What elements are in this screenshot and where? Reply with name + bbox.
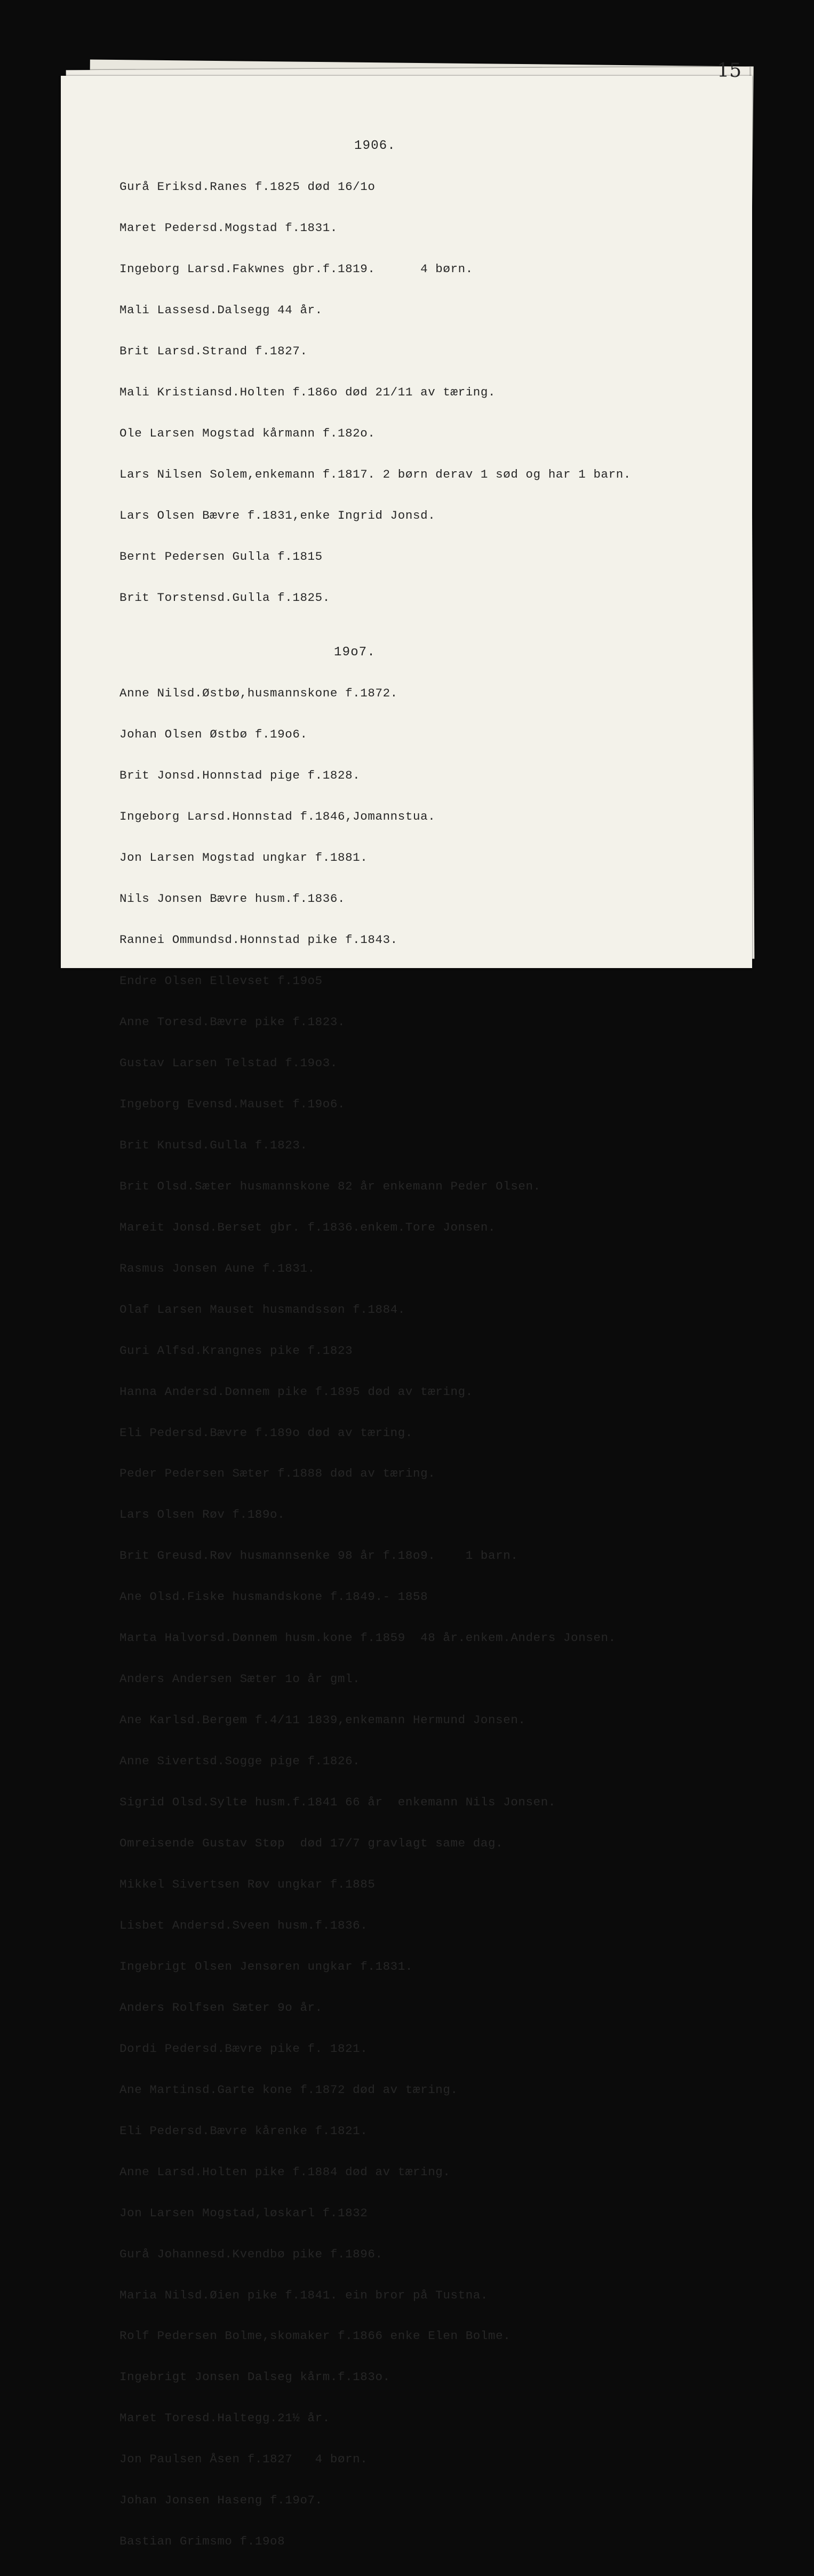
register-entry: Mareit Jonsd.Berset gbr. f.1836.enkem.Tore Jonsen. (119, 1220, 496, 1234)
register-entry: Maret Pedersd.Mogstad f.1831. (119, 221, 338, 235)
register-entry: Anders Rolfsen Sæter 9o år. (119, 2000, 323, 2015)
register-entry: Olaf Larsen Mauset husmandssøn f.1884. (119, 1302, 405, 1317)
register-entry: Gurå Eriksd.Ranes f.1825 død 16/1o (119, 180, 376, 194)
register-entry: Lars Olsen Røv f.189o. (119, 1508, 285, 1522)
register-entry: Guri Alfsd.Krangnes pike f.1823 (119, 1343, 353, 1358)
register-entry: Brit Jonsd.Honnstad pige f.1828. (119, 768, 361, 783)
register-entry: Ingeborg Evensd.Mauset f.19o6. (119, 1097, 346, 1111)
register-entry: Mali Lassesd.Dalsegg 44 år. (119, 303, 323, 318)
register-entry: Anne Larsd.Holten pike f.1884 død av tæring. (119, 2165, 451, 2179)
register-entry: Anne Nilsd.Østbø,husmannskone f.1872. (119, 686, 398, 701)
year-heading: 1906. (354, 139, 396, 154)
register-entry: Maret Toresd.Haltegg.21½ år. (119, 2411, 330, 2426)
register-entry: Ane Olsd.Fiske husmandskone f.1849.- 1858 (119, 1590, 428, 1604)
register-entry: Nils Jonsen Bævre husm.f.1836. (119, 892, 346, 906)
register-entry: Hanna Andersd.Dønnem pike f.1895 død av tæring. (119, 1384, 473, 1399)
register-entry: Marta Halvorsd.Dønnem husm.kone f.1859 48 år.enkem.Anders Jonsen. (119, 1631, 616, 1645)
register-entry: Gustav Larsen Telstad f.19o3. (119, 1056, 338, 1070)
register-entry: Bastian Grimsmo f.19o8 (119, 2534, 285, 2549)
register-entry: Sigrid Olsd.Sylte husm.f.1841 66 år enkemann Nils Jonsen. (119, 1795, 556, 1810)
year-heading: 19o7. (334, 645, 376, 660)
register-entry: Ingebrigt Jonsen Dalseg kårm.f.183o. (119, 2370, 390, 2384)
register-entry: Bernt Pedersen Gulla f.1815 (119, 549, 323, 564)
register-entry: Brit Torstensd.Gulla f.1825. (119, 590, 330, 605)
register-entry: Brit Olsd.Sæter husmannskone 82 år enkemann Peder Olsen. (119, 1179, 541, 1193)
register-entry: Ingeborg Larsd.Honnstad f.1846,Jomannstua. (119, 810, 436, 824)
register-entry: Johan Jonsen Haseng f.19o7. (119, 2493, 323, 2508)
register-entry: Gurå Johannesd.Kvendbø pike f.1896. (119, 2247, 383, 2261)
register-entry: Mali Kristiansd.Holten f.186o død 21/11 av tæring. (119, 385, 496, 400)
register-entry: Brit Larsd.Strand f.1827. (119, 344, 308, 359)
register-entry: Jon Larsen Mogstad,løskarl f.1832 (119, 2206, 368, 2220)
register-entry: Anders Andersen Sæter 1o år gml. (119, 1672, 361, 1686)
register-entry: Ane Karlsd.Bergem f.4/11 1839,enkemann Hermund Jonsen. (119, 1713, 526, 1727)
register-entry: Mikkel Sivertsen Røv ungkar f.1885 (119, 1877, 376, 1891)
register-entry: Ingebrigt Olsen Jensøren ungkar f.1831. (119, 1959, 413, 1973)
register-entry: Lisbet Andersd.Sveen husm.f.1836. (119, 1918, 368, 1932)
document-page (61, 60, 752, 2549)
register-entry: Ingeborg Larsd.Fakwnes gbr.f.1819. 4 børn. (119, 262, 473, 276)
register-entry: Maria Nilsd.Øien pike f.1841. ein bror på Tustna. (119, 2288, 489, 2302)
register-entry: Rannei Ommundsd.Honnstad pike f.1843. (119, 933, 398, 947)
register-entry: Peder Pedersen Sæter f.1888 død av tæring. (119, 1467, 436, 1481)
register-entry: Anne Sivertsd.Sogge pige f.1826. (119, 1754, 361, 1769)
register-entry: Endre Olsen Ellevset f.19o5 (119, 974, 323, 988)
register-entry: Rasmus Jonsen Aune f.1831. (119, 1261, 315, 1275)
register-entry: Anne Toresd.Bævre pike f.1823. (119, 1014, 346, 1029)
register-entry: Jon Paulsen Åsen f.1827 4 børn. (119, 2452, 368, 2467)
register-entry: Omreisende Gustav Støp død 17/7 gravlagt same dag. (119, 1836, 504, 1851)
register-entry: Dordi Pedersd.Bævre pike f. 1821. (119, 2041, 368, 2056)
register-entry: Ole Larsen Mogstad kårmann f.182o. (119, 426, 376, 440)
register-entry: Lars Olsen Bævre f.1831,enke Ingrid Jonsd. (119, 508, 436, 522)
register-entry: Brit Knutsd.Gulla f.1823. (119, 1138, 308, 1152)
register-entry: Brit Greusd.Røv husmannsenke 98 år f.18o9. 1 barn. (119, 1549, 518, 1563)
register-entry: Jon Larsen Mogstad ungkar f.1881. (119, 851, 368, 865)
page-number: 15 (717, 60, 741, 82)
register-entry: Lars Nilsen Solem,enkemann f.1817. 2 børn derav 1 sød og har 1 barn. (119, 467, 631, 481)
register-entry: Eli Pedersd.Bævre kårenke f.1821. (119, 2123, 368, 2138)
register-entry: Johan Olsen Østbø f.19o6. (119, 727, 308, 742)
typed-register (119, 112, 733, 2576)
register-entry: Ane Martinsd.Garte kone f.1872 død av tæring. (119, 2082, 458, 2097)
register-entry: Eli Pedersd.Bævre f.189o død av tæring. (119, 1425, 413, 1440)
register-entry: Rolf Pedersen Bolme,skomaker f.1866 enke Elen Bolme. (119, 2329, 511, 2343)
